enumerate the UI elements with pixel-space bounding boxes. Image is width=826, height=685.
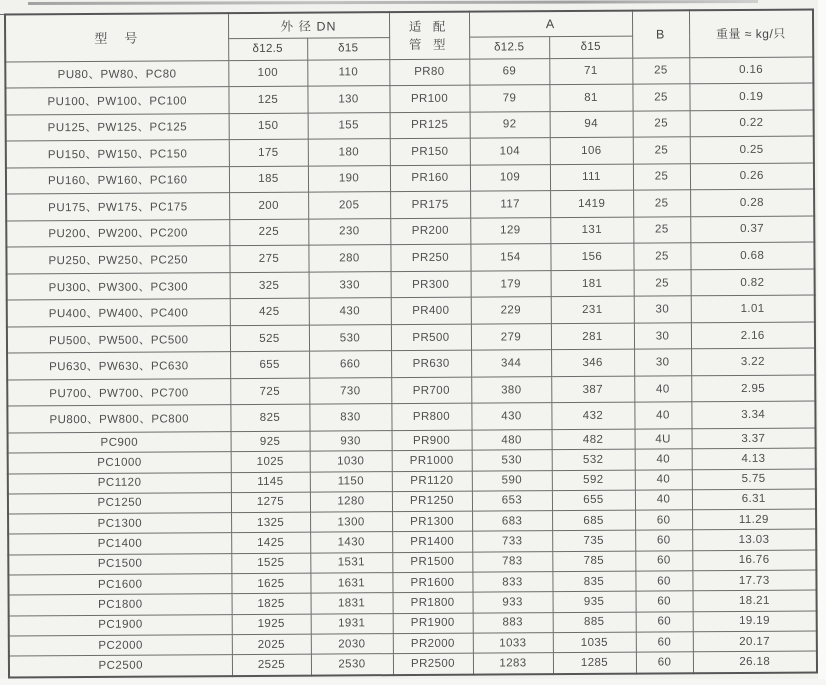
cell-b: 40 xyxy=(634,402,691,429)
cell-dn-delta-15: 280 xyxy=(308,245,390,272)
cell-dn-delta-12-5: 725 xyxy=(230,378,309,405)
cell-b: 60 xyxy=(635,551,692,572)
cell-b: 25 xyxy=(633,216,690,243)
cell-pipe-type: PR800 xyxy=(391,404,471,431)
cell-dn-delta-12-5: 655 xyxy=(230,351,309,378)
cell-a-delta-12-5: 430 xyxy=(471,403,551,430)
header-pipe-type-line1: 适 配 xyxy=(408,19,450,34)
header-a: A xyxy=(469,11,632,37)
cell-weight: 20.17 xyxy=(693,631,817,652)
cell-a-delta-15: 281 xyxy=(551,323,634,350)
cell-a-delta-12-5: 1033 xyxy=(473,633,553,654)
cell-pipe-type: PR1000 xyxy=(392,450,472,471)
cell-a-delta-12-5: 179 xyxy=(471,270,551,297)
cell-weight: 0.22 xyxy=(690,110,814,137)
cell-dn-delta-12-5: 1525 xyxy=(231,553,310,574)
cell-a-delta-15: 532 xyxy=(552,449,635,470)
cell-b: 30 xyxy=(634,349,691,376)
cell-a-delta-12-5: 92 xyxy=(470,111,550,138)
cell-model: PU630、PW630、PC630 xyxy=(7,352,230,380)
scan-edge-artifact xyxy=(28,0,758,5)
cell-weight: 3.37 xyxy=(692,428,816,449)
cell-dn-delta-15: 110 xyxy=(307,59,389,86)
cell-dn-delta-15: 1531 xyxy=(310,552,392,573)
cell-model: PU500、PW500、PC500 xyxy=(7,325,230,353)
cell-dn-delta-15: 1430 xyxy=(310,532,392,553)
cell-pipe-type: PR1900 xyxy=(393,613,473,634)
cell-model: PU300、PW300、PC300 xyxy=(7,272,230,300)
cell-model: PC1120 xyxy=(8,472,231,494)
cell-dn-delta-15: 330 xyxy=(309,271,391,298)
cell-pipe-type: PR200 xyxy=(390,218,470,245)
cell-pipe-type: PR1500 xyxy=(392,552,472,573)
cell-b: 60 xyxy=(635,530,692,551)
cell-b: 4U xyxy=(635,429,692,450)
paper-margin-right xyxy=(818,0,826,685)
cell-a-delta-15: 111 xyxy=(550,164,633,191)
cell-dn-delta-12-5: 1925 xyxy=(232,614,311,635)
header-dn-delta-12-5: δ12.5 xyxy=(228,38,307,60)
cell-weight: 6.31 xyxy=(692,489,816,510)
cell-weight: 0.68 xyxy=(690,242,814,269)
cell-dn-delta-15: 660 xyxy=(309,351,391,378)
header-model: 型 号 xyxy=(5,13,228,61)
cell-pipe-type: PR900 xyxy=(392,430,472,451)
cell-a-delta-15: 835 xyxy=(552,571,635,592)
cell-model: PU175、PW175、PC175 xyxy=(6,193,229,221)
spec-table xyxy=(4,9,818,679)
cell-b: 60 xyxy=(635,571,692,592)
cell-model: PC1300 xyxy=(8,513,231,535)
cell-dn-delta-12-5: 1625 xyxy=(231,573,310,594)
cell-a-delta-12-5: 117 xyxy=(470,191,550,218)
cell-a-delta-12-5: 129 xyxy=(470,217,550,244)
cell-dn-delta-12-5: 2525 xyxy=(232,654,311,676)
cell-a-delta-12-5: 109 xyxy=(470,164,550,191)
cell-a-delta-12-5: 590 xyxy=(472,470,552,491)
cell-model: PC1400 xyxy=(8,533,231,555)
cell-a-delta-12-5: 653 xyxy=(472,490,552,511)
cell-a-delta-15: 94 xyxy=(550,111,633,138)
cell-b: 25 xyxy=(633,243,690,270)
cell-dn-delta-12-5: 150 xyxy=(229,113,308,140)
cell-weight: 0.19 xyxy=(689,83,813,110)
cell-pipe-type: PR300 xyxy=(391,271,471,298)
table-row xyxy=(9,651,817,677)
cell-dn-delta-15: 430 xyxy=(309,298,391,325)
cell-weight: 0.37 xyxy=(690,216,814,243)
cell-a-delta-12-5: 1283 xyxy=(473,653,553,675)
cell-pipe-type: PR150 xyxy=(390,138,470,165)
cell-a-delta-15: 346 xyxy=(551,349,634,376)
cell-weight: 1.01 xyxy=(691,295,815,322)
header-pipe-type xyxy=(389,12,469,59)
cell-dn-delta-15: 205 xyxy=(308,192,390,219)
cell-weight: 13.03 xyxy=(692,529,816,550)
cell-dn-delta-12-5: 525 xyxy=(230,325,309,352)
cell-dn-delta-12-5: 225 xyxy=(229,219,308,246)
cell-b: 25 xyxy=(633,190,690,217)
cell-dn-delta-12-5: 275 xyxy=(229,245,308,272)
cell-pipe-type: PR1600 xyxy=(392,572,472,593)
cell-dn-delta-15: 230 xyxy=(308,218,390,245)
cell-b: 40 xyxy=(634,376,691,403)
cell-a-delta-15: 106 xyxy=(550,137,633,164)
cell-a-delta-15: 71 xyxy=(549,58,632,85)
cell-pipe-type: PR1400 xyxy=(392,532,472,553)
header-b: B xyxy=(632,10,689,57)
cell-pipe-type: PR100 xyxy=(389,85,469,112)
cell-b: 25 xyxy=(632,57,689,84)
cell-b: 60 xyxy=(636,652,693,674)
header-outer-diameter-dn: 外 径 DN xyxy=(228,12,389,38)
cell-model: PU800、PW800、PC800 xyxy=(7,405,230,433)
cell-dn-delta-12-5: 125 xyxy=(228,86,307,113)
cell-dn-delta-12-5: 325 xyxy=(230,272,309,299)
cell-a-delta-12-5: 154 xyxy=(470,244,550,271)
cell-dn-delta-12-5: 425 xyxy=(230,298,309,325)
cell-weight: 11.29 xyxy=(692,509,816,530)
cell-a-delta-15: 735 xyxy=(552,531,635,552)
header-a-delta-15: δ15 xyxy=(549,36,632,59)
paper-margin-bottom xyxy=(0,679,826,685)
cell-a-delta-12-5: 683 xyxy=(472,511,552,532)
cell-dn-delta-12-5: 2025 xyxy=(232,634,311,655)
cell-pipe-type: PR2500 xyxy=(393,653,473,675)
cell-model: PU250、PW250、PC250 xyxy=(6,246,229,274)
cell-pipe-type: PR400 xyxy=(391,297,471,324)
cell-weight: 4.13 xyxy=(692,448,816,469)
cell-weight: 0.82 xyxy=(691,269,815,296)
cell-pipe-type: PR1300 xyxy=(392,511,472,532)
cell-a-delta-15: 592 xyxy=(552,470,635,491)
cell-pipe-type: PR80 xyxy=(389,59,469,86)
cell-dn-delta-12-5: 825 xyxy=(230,405,309,432)
cell-b: 25 xyxy=(633,163,690,190)
cell-model: PU160、PW160、PC160 xyxy=(6,166,229,194)
cell-weight: 3.34 xyxy=(691,401,815,428)
cell-dn-delta-15: 1300 xyxy=(310,512,392,533)
cell-model: PU125、PW125、PC125 xyxy=(6,113,229,141)
cell-a-delta-12-5: 530 xyxy=(472,450,552,471)
cell-weight: 19.19 xyxy=(693,611,817,632)
cell-dn-delta-12-5: 1145 xyxy=(231,472,310,493)
cell-a-delta-15: 1285 xyxy=(553,652,636,674)
cell-a-delta-12-5: 69 xyxy=(469,58,549,85)
cell-dn-delta-12-5: 1275 xyxy=(231,492,310,513)
cell-dn-delta-15: 130 xyxy=(307,86,389,113)
cell-a-delta-15: 181 xyxy=(551,270,634,297)
cell-pipe-type: PR700 xyxy=(391,377,471,404)
cell-pipe-type: PR125 xyxy=(390,112,470,139)
cell-a-delta-15: 81 xyxy=(549,84,632,111)
cell-dn-delta-12-5: 175 xyxy=(229,139,308,166)
cell-model: PU700、PW700、PC700 xyxy=(7,378,230,406)
header-weight: 重量 ≈ kg/只 xyxy=(689,10,813,58)
table-body xyxy=(5,57,817,678)
cell-b: 60 xyxy=(636,591,693,612)
cell-b: 30 xyxy=(634,323,691,350)
cell-a-delta-15: 885 xyxy=(553,612,636,633)
cell-b: 60 xyxy=(636,632,693,653)
cell-model: PU150、PW150、PC150 xyxy=(6,140,229,168)
cell-weight: 3.22 xyxy=(691,348,815,375)
table-header xyxy=(5,10,813,62)
cell-model: PU100、PW100、PC100 xyxy=(5,87,228,115)
cell-dn-delta-15: 1631 xyxy=(310,573,392,594)
cell-a-delta-15: 1419 xyxy=(550,190,633,217)
cell-a-delta-15: 231 xyxy=(551,296,634,323)
cell-a-delta-12-5: 833 xyxy=(472,572,552,593)
cell-dn-delta-12-5: 1825 xyxy=(232,593,311,614)
cell-b: 25 xyxy=(633,110,690,137)
cell-model: PC1500 xyxy=(8,553,231,575)
cell-weight: 17.73 xyxy=(692,570,816,591)
cell-a-delta-15: 1035 xyxy=(553,632,636,653)
cell-pipe-type: PR160 xyxy=(390,165,470,192)
cell-a-delta-12-5: 380 xyxy=(471,377,551,404)
cell-model: PC1900 xyxy=(9,614,232,636)
cell-b: 60 xyxy=(636,611,693,632)
cell-pipe-type: PR2000 xyxy=(393,633,473,654)
cell-weight: 16.76 xyxy=(692,550,816,571)
cell-a-delta-12-5: 783 xyxy=(472,551,552,572)
cell-dn-delta-15: 1931 xyxy=(311,613,393,634)
cell-a-delta-15: 785 xyxy=(552,551,635,572)
cell-dn-delta-12-5: 1325 xyxy=(231,512,310,533)
cell-model: PU400、PW400、PC400 xyxy=(7,299,230,327)
cell-dn-delta-15: 730 xyxy=(309,377,391,404)
cell-dn-delta-15: 1030 xyxy=(310,451,392,472)
cell-dn-delta-15: 2030 xyxy=(311,634,393,655)
cell-dn-delta-12-5: 1425 xyxy=(231,533,310,554)
cell-b: 40 xyxy=(635,469,692,490)
cell-b: 60 xyxy=(635,510,692,531)
cell-b: 40 xyxy=(635,449,692,470)
cell-weight: 0.26 xyxy=(690,163,814,190)
cell-a-delta-15: 655 xyxy=(552,490,635,511)
cell-pipe-type: PR630 xyxy=(391,350,471,377)
cell-weight: 18.21 xyxy=(693,590,817,611)
cell-a-delta-15: 432 xyxy=(551,403,634,430)
cell-dn-delta-15: 2530 xyxy=(311,654,393,676)
cell-model: PC900 xyxy=(8,432,231,454)
cell-dn-delta-12-5: 1025 xyxy=(231,451,310,472)
cell-a-delta-15: 387 xyxy=(551,376,634,403)
cell-pipe-type: PR250 xyxy=(390,244,470,271)
cell-a-delta-12-5: 279 xyxy=(471,323,551,350)
cell-model: PC2000 xyxy=(9,635,232,657)
cell-a-delta-12-5: 79 xyxy=(469,85,549,112)
cell-model: PC2500 xyxy=(9,655,232,678)
cell-model: PC1000 xyxy=(8,452,231,474)
header-dn-delta-15: δ15 xyxy=(307,37,389,60)
cell-a-delta-12-5: 344 xyxy=(471,350,551,377)
cell-b: 40 xyxy=(635,490,692,511)
cell-dn-delta-15: 530 xyxy=(309,324,391,351)
cell-a-delta-15: 685 xyxy=(552,510,635,531)
cell-pipe-type: PR500 xyxy=(391,324,471,351)
cell-b: 25 xyxy=(634,270,691,297)
cell-a-delta-15: 935 xyxy=(553,591,636,612)
header-pipe-type-line2: 管 型 xyxy=(408,37,450,52)
cell-b: 30 xyxy=(634,296,691,323)
cell-pipe-type: PR175 xyxy=(390,191,470,218)
header-a-delta-12-5: δ12.5 xyxy=(469,36,549,58)
cell-model: PC1250 xyxy=(8,492,231,514)
cell-dn-delta-15: 830 xyxy=(309,404,391,431)
cell-dn-delta-12-5: 200 xyxy=(229,192,308,219)
cell-dn-delta-15: 180 xyxy=(308,139,390,166)
cell-model: PC1600 xyxy=(8,574,231,596)
cell-b: 25 xyxy=(632,84,689,111)
cell-weight: 5.75 xyxy=(692,469,816,490)
cell-weight: 2.16 xyxy=(691,322,815,349)
cell-dn-delta-12-5: 100 xyxy=(228,60,307,87)
cell-dn-delta-15: 1831 xyxy=(311,593,393,614)
cell-weight: 0.25 xyxy=(690,136,814,163)
cell-a-delta-12-5: 104 xyxy=(470,138,550,165)
cell-pipe-type: PR1120 xyxy=(392,471,472,492)
cell-dn-delta-15: 190 xyxy=(308,165,390,192)
cell-a-delta-12-5: 933 xyxy=(473,592,553,613)
cell-dn-delta-15: 930 xyxy=(310,431,392,452)
cell-weight: 26.18 xyxy=(693,651,817,673)
cell-weight: 2.95 xyxy=(691,375,815,402)
cell-pipe-type: PR1800 xyxy=(393,592,473,613)
cell-model: PC1800 xyxy=(9,594,232,616)
cell-a-delta-12-5: 480 xyxy=(472,430,552,451)
cell-b: 25 xyxy=(633,137,690,164)
cell-dn-delta-15: 1280 xyxy=(310,491,392,512)
cell-a-delta-15: 156 xyxy=(550,243,633,270)
cell-weight: 0.28 xyxy=(690,189,814,216)
cell-model: PU80、PW80、PC80 xyxy=(5,60,228,88)
cell-pipe-type: PR1250 xyxy=(392,491,472,512)
cell-a-delta-12-5: 229 xyxy=(471,297,551,324)
cell-a-delta-15: 131 xyxy=(550,217,633,244)
cell-dn-delta-15: 1150 xyxy=(310,471,392,492)
cell-dn-delta-15: 155 xyxy=(308,112,390,139)
cell-a-delta-12-5: 733 xyxy=(472,531,552,552)
cell-model: PU200、PW200、PC200 xyxy=(6,219,229,247)
cell-a-delta-15: 482 xyxy=(552,429,635,450)
cell-a-delta-12-5: 883 xyxy=(473,612,553,633)
cell-weight: 0.16 xyxy=(689,57,813,84)
cell-dn-delta-12-5: 185 xyxy=(229,166,308,193)
cell-dn-delta-12-5: 925 xyxy=(231,431,310,452)
